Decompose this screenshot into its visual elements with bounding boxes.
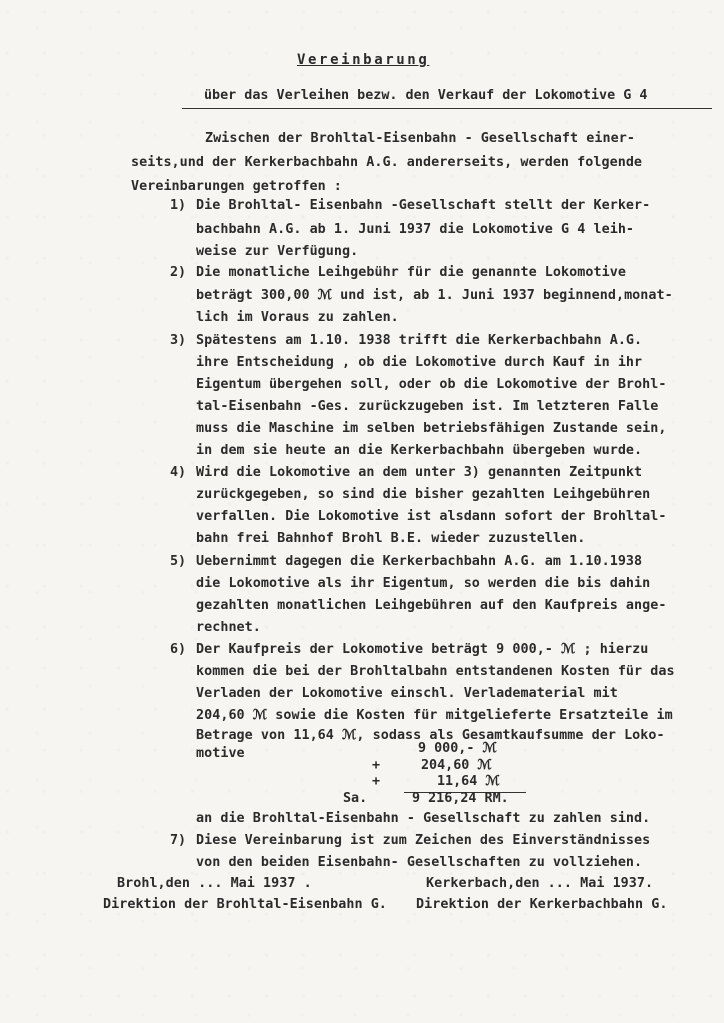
item-line: bachbahn A.G. ab 1. Juni 1937 die Lokomotive G 4 leih- (196, 222, 635, 237)
item-line: Spätestens am 1.10. 1938 trifft die Kerkerbachbahn A.G. (196, 333, 643, 348)
item-line: Die Brohltal- Eisenbahn -Gesellschaft stellt der Kerker- (196, 198, 651, 213)
item-number: 5) (170, 554, 187, 569)
document-title: Vereinbarung (297, 52, 430, 68)
sum-plus: + (372, 774, 381, 789)
item-number: 3) (170, 333, 187, 348)
item-line: in dem sie heute an die Kerkerbachbahn übergeben wurde. (196, 443, 643, 458)
item-line: lich im Voraus zu zahlen. (196, 310, 399, 325)
item-line: von den beiden Eisenbahn- Gesellschaften zu vollziehen. (196, 855, 643, 870)
item-line: die Lokomotive als ihr Eigentum, so werden die bis dahin (196, 576, 651, 591)
intro-line: Zwischen der Brohltal-Eisenbahn - Gesellschaft einer- (205, 131, 635, 146)
signature-left: Direktion der Brohltal-Eisenbahn G. (103, 897, 387, 912)
item-line: gezahlten monatlichen Leihgebühren auf den Kaufpreis ange- (196, 598, 667, 613)
item-line: zurückgegeben, so sind die bisher gezahlten Leihgebühren (196, 487, 651, 502)
item-number: 1) (170, 198, 187, 213)
item-line: Eigentum übergehen soll, oder ob die Lokomotive der Brohl- (196, 377, 667, 392)
item-line: tal-Eisenbahn -Ges. zurückzugeben ist. Im letzteren Falle (196, 399, 659, 414)
item-line: Die monatliche Leihgebühr für die genannte Lokomotive (196, 265, 626, 280)
item-line: Der Kaufpreis der Lokomotive beträgt 9 000,- ℳ ; hierzu (196, 642, 649, 657)
sum-total: 9 216,24 RM. (412, 791, 509, 806)
item-line: rechnet. (196, 620, 261, 635)
item-line: Wird die Lokomotive an dem unter 3) genannten Zeitpunkt (196, 465, 643, 480)
item-number: 7) (170, 833, 187, 848)
sum-row: 204,60 ℳ (421, 758, 492, 773)
sum-row: 9 000,- ℳ (418, 741, 497, 756)
sum-plus: + (372, 758, 381, 773)
after-sum-line: an die Brohltal-Eisenbahn - Gesellschaft zu zahlen sind. (196, 811, 651, 826)
item-number: 2) (170, 265, 187, 280)
item-line: verfallen. Die Lokomotive ist alsdann sofort der Brohltal- (196, 509, 667, 524)
intro-line: Vereinbarungen getroffen : (131, 179, 342, 194)
item-line: muss die Maschine im selben betriebsfähigen Zustande sein, (196, 421, 667, 436)
sum-row: 11,64 ℳ (437, 774, 500, 789)
item-number: 6) (170, 642, 187, 657)
item-line: Diese Vereinbarung ist zum Zeichen des Einverständnisses (196, 833, 651, 848)
item-line: Betrage von 11,64 ℳ, sodass als Gesamtkaufsumme der Loko- (196, 728, 665, 743)
item-line: bahn frei Bahnhof Brohl B.E. wieder zuzustellen. (196, 531, 586, 546)
item-line: Verladen der Lokomotive einschl. Verlademateriаl mit (196, 686, 618, 701)
item-line: 204,60 ℳ sowie die Kosten für mitgelieferte Ersatzteile im (196, 708, 673, 723)
place-date-right: Kerkerbach,den ... Mai 1937. (426, 876, 654, 891)
item-line: beträgt 300,00 ℳ und ist, ab 1. Juni 1937 beginnend,monat- (196, 288, 673, 303)
item-line: kommen die bei der Brohltalbahn entstandenen Kosten für das (196, 664, 675, 679)
item-line: ihre Entscheidung , ob die Lokomotive durch Kauf in ihr (196, 355, 643, 370)
item-number: 4) (170, 465, 187, 480)
item-line: Uebernimmt dagegen die Kerkerbachbahn A.G. am 1.10.1938 (196, 554, 643, 569)
signature-right: Direktion der Kerkerbachbahn G. (416, 897, 668, 912)
item-line: motive (196, 746, 245, 761)
document-subtitle: über das Verleihen bezw. den Verkauf der Lokomotive G 4 (204, 88, 648, 103)
item-line: weise zur Verfügung. (196, 244, 359, 259)
intro-line: seits,und der Kerkerbachbahn A.G. andererseits, werden folgende (131, 155, 643, 170)
place-date-left: Brohl,den ... Mai 1937 . (117, 876, 312, 891)
subtitle-underline (182, 108, 712, 109)
sum-label: Sa. (343, 791, 368, 806)
